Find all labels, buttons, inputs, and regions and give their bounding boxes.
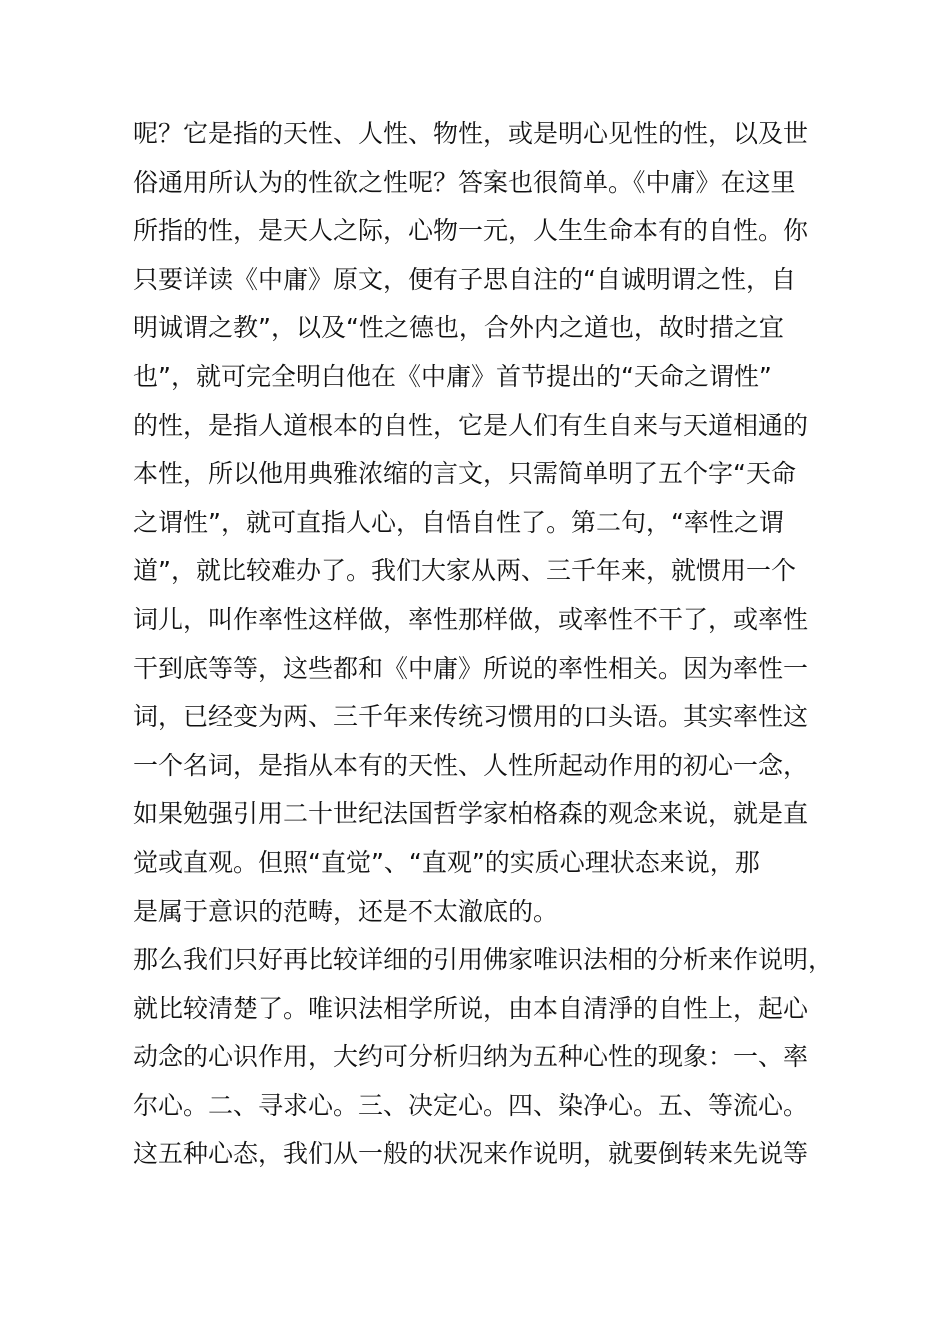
text-line: 动念的心识作用，大约可分析归纳为五种心性的现象：一、率: [133, 1042, 809, 1072]
text-line: 这五种心态，我们从一般的状况来作说明，就要倒转来先说等: [133, 1139, 809, 1169]
text-line: 那么我们只好再比较详细的引用佛家唯识法相的分析来作说明，: [133, 945, 834, 975]
text-line: 俗通用所认为的性欲之性呢？答案也很简单。《中庸》在这里: [133, 167, 796, 197]
text-line: 是属于意识的范畴，还是不太澈底的。: [133, 896, 559, 926]
text-line: 本性，所以他用典雅浓缩的言文，只需简单明了五个字“天命: [133, 459, 796, 489]
text-line: 一个名词，是指从本有的天性、人性所起动作用的初心一念，: [133, 750, 809, 780]
text-line: 只要详读《中庸》原文，便有子思自注的“自诚明谓之性，自: [133, 264, 796, 294]
text-line: 呢？它是指的天性、人性、物性，或是明心见性的性，以及世: [133, 119, 809, 148]
text-line: 干到底等等，这些都和《中庸》所说的率性相关。因为率性一: [133, 653, 809, 683]
text-line: 之谓性”，就可直指人心，自悟自性了。第二句，“率性之谓: [133, 507, 784, 537]
text-line: 明诚谓之教”，以及“性之德也，合外内之道也，故时措之宜: [133, 313, 784, 343]
text-line: 也”，就可完全明白他在《中庸》首节提出的“天命之谓性”: [133, 361, 772, 391]
text-line: 如果勉强引用二十世纪法国哲学家柏格森的观念来说，就是直: [133, 799, 809, 829]
text-line: 词，已经变为两、三千年来传统习惯用的口头语。其实率性这: [133, 702, 809, 732]
text-line: 词儿，叫作率性这样做，率性那样做，或率性不干了，或率性: [133, 604, 809, 634]
text-line: 的性，是指人道根本的自性，它是人们有生自来与天道相通的: [133, 410, 809, 440]
text-line: 就比较清楚了。唯识法相学所说，由本自清淨的自性上，起心: [133, 993, 809, 1023]
text-line: 觉或直观。但照“直觉”、“直观”的实质心理状态来说，那: [133, 847, 760, 877]
body-text: [133, 110, 833, 1179]
text-line: 道”，就比较难办了。我们大家从两、三千年来，就惯用一个: [133, 556, 796, 586]
text-line: 尔心。二、寻求心。三、决定心。四、染净心。五、等流心。: [133, 1090, 809, 1120]
text-line: 所指的性，是天人之际，心物一元，人生生命本有的自性。你: [133, 216, 809, 246]
